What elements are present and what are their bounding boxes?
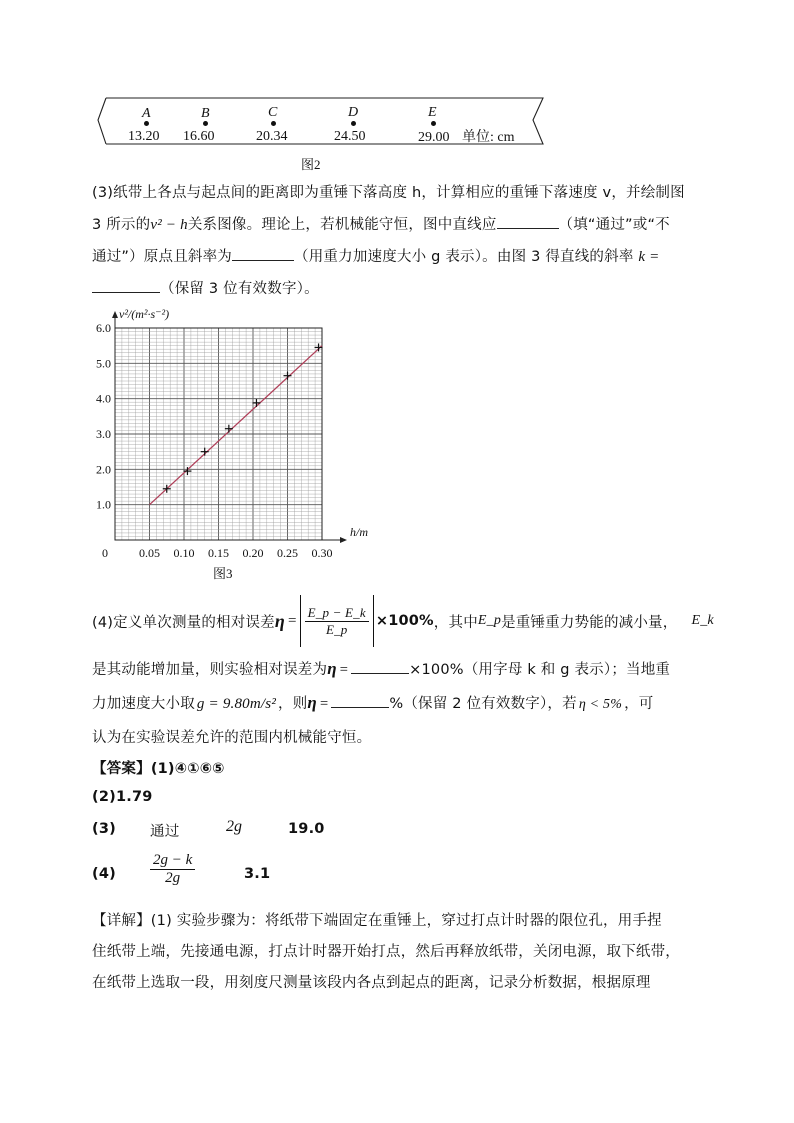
x-tick-label: 0	[102, 546, 108, 560]
eta-symbol-2: η	[327, 659, 337, 678]
ek-symbol: E_k	[691, 613, 714, 628]
q3-line4-text: （保留 3 位有效数字）。	[160, 281, 319, 297]
fig2-caption: 图2	[301, 157, 321, 172]
x-tick-label: 0.10	[173, 546, 195, 560]
x-tick-label: 0.20	[242, 546, 264, 560]
fit-line	[150, 346, 323, 505]
fraction-denominator: E_p	[325, 621, 348, 637]
y-tick-label: 2.0	[96, 462, 111, 477]
error-fraction	[305, 605, 369, 638]
blank-eta-value[interactable]	[331, 693, 389, 708]
fig3-chart	[88, 300, 388, 585]
eq-sign-3: =	[319, 696, 329, 712]
k-eq: k =	[638, 249, 660, 265]
fraction-numerator: E_p − E_k	[305, 605, 369, 622]
q4-line3-c: %（保留 2 位有效数字），若	[389, 696, 577, 712]
eta-symbol: η	[274, 610, 285, 631]
blank-eta-expr[interactable]	[351, 659, 409, 674]
x-axis-arrow	[340, 537, 347, 543]
eta-condition: η < 5%	[578, 697, 623, 712]
q4-line4: 认为在实验误差允许的范围内机械能守恒。	[92, 730, 372, 746]
blank-pass-origin[interactable]	[497, 214, 559, 229]
y-tick-label: 3.0	[96, 427, 111, 441]
blank-slope-k[interactable]	[92, 278, 160, 293]
answer-3-t1: 通过	[150, 824, 180, 840]
x-tick-label: 0.15	[208, 546, 229, 560]
y-axis-arrow	[112, 311, 118, 318]
y-tick-label: 1.0	[96, 497, 111, 512]
tape-point-D-value: 24.50	[334, 129, 366, 144]
fig3-caption: 图3	[213, 566, 233, 581]
answer-3-t3: 19.0	[288, 821, 325, 837]
tape-point-E-dot	[431, 121, 436, 126]
tape-unit: 单位: cm	[462, 130, 515, 145]
answer-4-denominator: 2g	[165, 870, 181, 886]
x-axis-label: h/m	[350, 525, 368, 539]
g-value: g = 9.80m/s²	[196, 696, 277, 712]
tape-point-C-letter: C	[268, 105, 278, 120]
q4-line2-b: ×100%（用字母 k 和 g 表示）；当地重	[409, 662, 671, 678]
tape-point-B-dot	[203, 121, 208, 126]
chart-svg	[88, 300, 388, 585]
y-axis-label: v²/(m²·s⁻²)	[119, 307, 170, 321]
tape-point-E-value: 29.00	[418, 130, 450, 145]
q3-line3-a: 通过”）原点且斜率为	[92, 249, 233, 265]
answer-2: (2)1.79	[92, 789, 153, 805]
answer-label: 【答案】	[92, 761, 151, 777]
answer-4-val: 3.1	[244, 866, 271, 882]
tape-point-A-dot	[144, 121, 149, 126]
tape-point-B-value: 16.60	[183, 129, 215, 144]
q3-line2-b: 关系图像。理论上，若机械能守恒，图中直线应	[187, 217, 497, 233]
q4-line3-d: ，可	[624, 696, 654, 712]
eq-sign: =	[287, 612, 297, 629]
y-tick-label: 4.0	[96, 391, 111, 406]
q4-line3-a: 力加速度大小取	[92, 696, 195, 712]
answer-4-fraction	[150, 852, 195, 887]
detail-line1: 【详解】(1) 实验步骤为：将纸带下端固定在重锤上，穿过打点计时器的限位孔，用手捏	[92, 913, 662, 929]
tape-point-B-letter: B	[201, 106, 210, 121]
q3-line2	[92, 213, 670, 234]
y-tick-label: 5.0	[96, 356, 111, 371]
q4-line1-a: (4)定义单次测量的相对误差	[92, 614, 275, 631]
x-tick-label: 0.05	[139, 546, 160, 560]
q3-line4	[92, 277, 319, 298]
q3-line1: (3)纸带上各点与起点间的距离即为重锤下落高度 h，计算相应的重锤下落速度 v，并绘制图	[92, 185, 685, 201]
times-100: ×100%	[375, 613, 434, 629]
q4-line1-b: ，其中	[433, 614, 478, 631]
eta-symbol-3: η	[307, 693, 317, 712]
q4-line2	[92, 658, 670, 679]
tape-point-D-letter: D	[348, 105, 359, 120]
answer-1: (1)④①⑥⑤	[150, 761, 225, 777]
tape-point-A-letter: A	[142, 106, 151, 121]
v2-h-expr: v² − h	[150, 217, 188, 233]
q4-line2-a: 是其动能增加量，则实验相对误差为	[92, 662, 328, 678]
q4-line1-c: 是重锤重力势能的减小量，	[501, 614, 678, 631]
y-tick-label: 6.0	[96, 321, 111, 335]
detail-line2: 住纸带上端，先接通电源，打点计时器开始打点，然后再释放纸带，关闭电源，取下纸带，	[92, 944, 680, 960]
q3-line3	[92, 245, 659, 266]
q3-line2-a: 3 所示的	[92, 217, 151, 233]
tape-point-D-dot	[351, 121, 356, 126]
x-tick-label: 0.30	[311, 546, 333, 560]
abs-fraction	[300, 595, 374, 647]
answer-line1	[92, 757, 225, 778]
q3-line2-c: （填“通过”或“不	[558, 217, 670, 233]
tape-point-A-value: 13.20	[128, 129, 160, 144]
q4-line1	[92, 592, 714, 650]
q3-line3-b: （用重力加速度大小 g 表示）。由图 3 得直线的斜率	[294, 249, 634, 265]
blank-slope-theory[interactable]	[232, 246, 294, 261]
q4-line3	[92, 692, 654, 713]
detail-line3: 在纸带上选取一段，用刻度尺测量该段内各点到起点的距离，记录分析数据，根据原理	[92, 975, 651, 991]
answer-4-num: (4)	[92, 866, 116, 882]
ep-symbol: E_p	[477, 613, 502, 628]
tape-point-C-value: 20.34	[256, 129, 288, 144]
eq-sign-2: =	[339, 662, 349, 678]
tape-point-C-dot	[271, 121, 276, 126]
tape-point-E-letter: E	[428, 105, 437, 120]
answer-3-num: (3)	[92, 821, 116, 837]
q4-line3-b: ，则	[278, 696, 308, 712]
x-tick-label: 0.25	[277, 546, 298, 560]
answer-3-t2: 2g	[226, 818, 242, 835]
answer-4-numerator: 2g − k	[150, 852, 195, 870]
